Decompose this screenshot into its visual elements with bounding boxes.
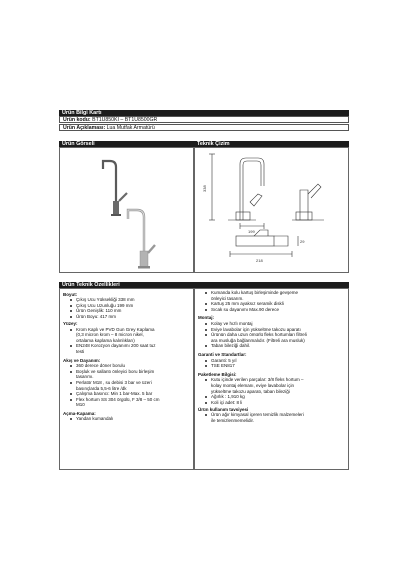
list-item: Çalışma basıncı: Min 1 bar-Max. 5 bar — [63, 391, 191, 397]
list-item: Yandan kumandalı — [63, 416, 191, 422]
specs-left-column — [63, 290, 191, 422]
list-item-continuation: (0,3 micron krom – 8 micron nikel, — [76, 332, 144, 338]
dimension-label-side: 29 — [300, 239, 305, 244]
list-item-continuation: ara musluğa bağlanmalıdır. (Filtreli ara musluk) — [211, 337, 305, 343]
spec-list-surface-2 — [63, 343, 191, 349]
list-item: Ürünün daha uzun ömürlü fleks hortumları filtreli — [198, 332, 347, 338]
list-item: Eviye lavabolar için yükseltme takozu aparatı — [198, 327, 347, 333]
list-item-continuation: yükseltme takozu aparatı, taban bileziği — [211, 388, 290, 394]
product-code-value: BT1U850KI – BT1U8500GR — [90, 117, 158, 123]
section-title-product-image: Ürün Görseli — [59, 141, 194, 147]
spec-list-surface — [63, 327, 191, 333]
list-item: Taban bileziği dahil. — [198, 343, 347, 349]
faucet-technical-drawing — [200, 150, 345, 270]
dimension-label-base: 218 — [256, 258, 263, 263]
spec-list-flow-3 — [63, 391, 191, 402]
specs-right-column — [198, 290, 347, 424]
list-item-continuation: M10 — [76, 402, 85, 408]
list-item: Kolay ve hızlı montaj — [198, 321, 347, 327]
dimension-label-height: 338 — [202, 185, 207, 192]
spec-list-cartridge — [198, 290, 347, 296]
product-description-label: Ürün Açıklaması: — [63, 125, 106, 131]
list-item: EN248 Korozyon dayanımı 200 saat tuz — [63, 343, 191, 349]
spec-heading-usage: Ürün kullanım tavsiyesi — [198, 406, 249, 412]
list-item-continuation: kolay montaj elemanı, eviye lavabolar için — [211, 382, 295, 388]
spec-list-mounting-2 — [198, 343, 347, 349]
list-item-continuation: önleyici tasarım. — [211, 295, 244, 301]
spec-heading-surface: Yüzey: — [63, 320, 78, 326]
info-card-title-bar: Ürün Bilgi Kartı — [59, 110, 349, 116]
list-item: 360 derece döner borulu — [63, 363, 191, 369]
list-item: Çıkış Ucu Uzunluğu 199 mm — [63, 303, 191, 309]
spec-heading-flow: Akış ve Dayanım: — [63, 357, 101, 363]
spec-heading-warranty: Garanti ve Standartlar: — [198, 351, 247, 357]
product-code-label: Ürün kodu: — [63, 117, 91, 123]
spec-list-usage — [198, 412, 347, 418]
list-item: Sıcak su dayanımı Max.90 derece — [198, 307, 347, 313]
spec-heading-mounting: Montaj: — [198, 315, 214, 321]
list-item: Ürün ağır kimyasal içeren temizlik malzemeleri — [198, 412, 347, 418]
spec-list-cartridge-2 — [198, 301, 347, 312]
spec-list-packaging — [198, 377, 347, 383]
spec-list-flow-2 — [63, 380, 191, 386]
spec-list-open-close — [63, 416, 191, 422]
section-title-technical-specs: Ürün Teknik Özellikleri — [59, 282, 349, 288]
section-title-technical-drawing: Teknik Çizim — [194, 141, 349, 147]
list-item-continuation: testi — [76, 348, 85, 354]
faucet-photo-chrome — [118, 205, 158, 270]
spec-list-size — [63, 297, 191, 319]
spec-list-warranty — [198, 358, 347, 369]
product-description-row — [59, 124, 349, 131]
spec-list-flow — [63, 363, 191, 374]
list-item: Ürün Genişlik: 110 mm — [63, 308, 191, 314]
list-item-continuation: ortalama kaplama kalınlıkları) — [76, 337, 135, 343]
list-item-continuation: ile temizlenmemelidir. — [211, 417, 255, 423]
list-item: Garanti: 5 yıl — [198, 358, 347, 364]
dimension-label-spout: 199 — [248, 229, 255, 234]
list-item: Çıkış Ucu Yüksekliği 338 mm — [63, 297, 191, 303]
list-item-continuation: basınçlarda 5,5-6 litre /dk — [76, 385, 127, 391]
product-code-row — [59, 116, 349, 123]
list-item: Ağırlık : 1,910 kg — [198, 394, 347, 400]
spec-heading-packaging: Paketleme Bilgisi: — [198, 371, 237, 377]
spec-list-packaging-2 — [198, 394, 347, 405]
list-item: Kutu içinde verilen parçalar: 3/8 fleks hortum – — [198, 377, 347, 383]
list-item: TSE EN817 — [198, 363, 347, 369]
list-item: Boşluk ve sallantı önleyici boru birleşim — [63, 369, 191, 375]
list-item: Kartuş 25 mm ayaksız seramik diskli — [198, 301, 347, 307]
product-description-value: Lua Mutfak Armatürü — [105, 125, 155, 131]
spec-heading-open-close: Açma-Kapama: — [63, 410, 96, 416]
list-item: Perlatör M18 , su debisi 3 bar ve üzeri — [63, 380, 191, 386]
spec-heading-size: Boyut: — [63, 291, 78, 297]
spec-list-mounting — [198, 321, 347, 338]
list-item: Koli içi adet: 8 li — [198, 400, 347, 406]
list-item: Kumanda kolu kartuş birleşiminde gevşeme — [198, 290, 347, 296]
list-item-continuation: tasarımı. — [76, 374, 94, 380]
list-item: Ürün Boyu: 417 mm — [63, 314, 191, 320]
list-item: Krom Kaplı ve PVD Gun Grey Kaplama — [63, 327, 191, 333]
list-item: Flex hortum SS 304 örgülü, F 3/8 – 50 cm — [63, 397, 191, 403]
